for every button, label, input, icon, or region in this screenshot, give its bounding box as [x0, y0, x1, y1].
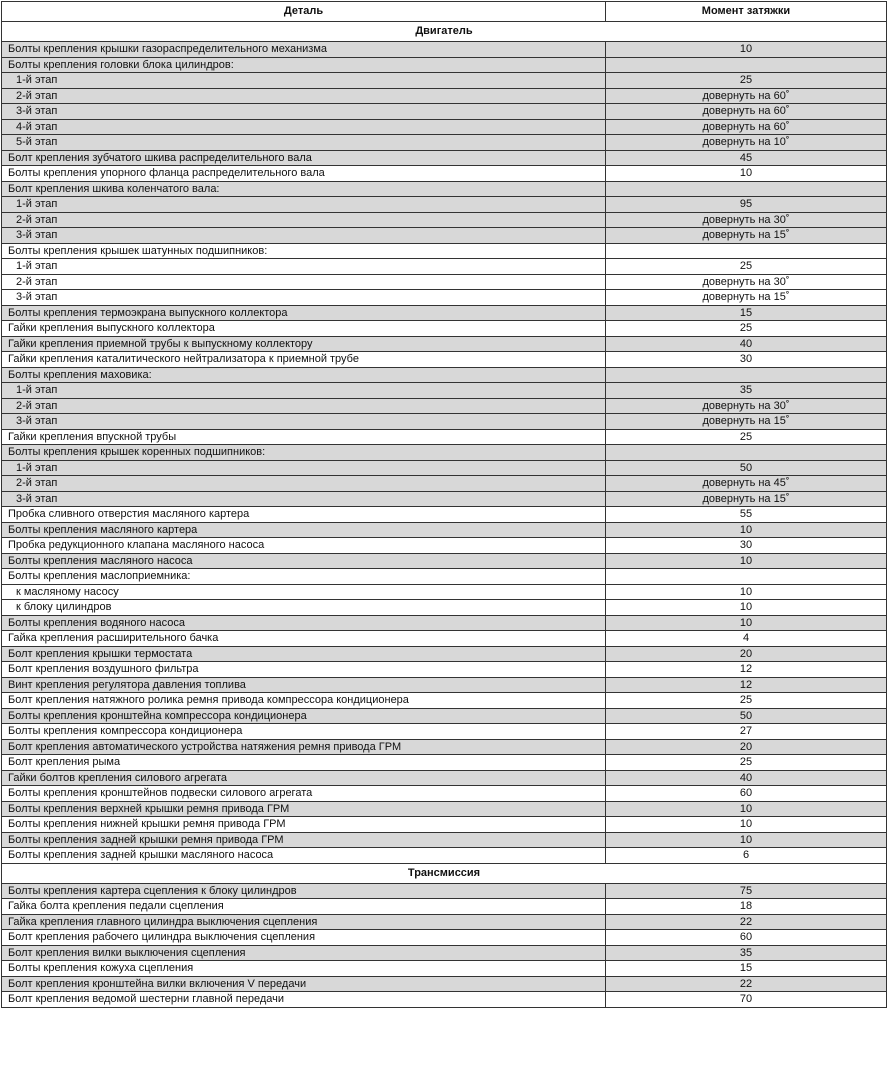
column-header-torque: Момент затяжки: [606, 2, 887, 22]
row-part-label: Болт крепления воздушного фильтра: [2, 662, 606, 678]
table-row: [2, 631, 887, 647]
table-row: [2, 104, 887, 120]
row-torque-value: довернуть на 30˚: [606, 398, 887, 414]
row-torque-value: 12: [606, 662, 887, 678]
row-torque-value: 40: [606, 770, 887, 786]
table-row: [2, 445, 887, 461]
row-torque-value: 10: [606, 42, 887, 58]
row-torque-value: 70: [606, 992, 887, 1008]
table-row: [2, 290, 887, 306]
table-row: [2, 646, 887, 662]
table-row: [2, 584, 887, 600]
table-row: [2, 181, 887, 197]
table-row: [2, 383, 887, 399]
row-part-label: Болт крепления крышки термостата: [2, 646, 606, 662]
table-row: [2, 166, 887, 182]
row-part-label: Болты крепления упорного фланца распределительного вала: [2, 166, 606, 182]
row-torque-value: 22: [606, 976, 887, 992]
row-torque-value: 50: [606, 460, 887, 476]
table-row: [2, 398, 887, 414]
row-part-label: Болт крепления вилки выключения сцепления: [2, 945, 606, 961]
section-header-row: [2, 863, 887, 883]
row-torque-value: 30: [606, 352, 887, 368]
row-part-label: Болты крепления нижней крышки ремня привода ГРМ: [2, 817, 606, 833]
row-torque-value: 55: [606, 507, 887, 523]
row-torque-value: 40: [606, 336, 887, 352]
row-part-label: Гайка крепления главного цилиндра выключения сцепления: [2, 914, 606, 930]
row-substage-label: к масляному насосу: [2, 584, 606, 600]
table-row: [2, 801, 887, 817]
row-torque-value: довернуть на 15˚: [606, 491, 887, 507]
table-row: [2, 662, 887, 678]
section-header-row: [2, 22, 887, 42]
row-part-label: Винт крепления регулятора давления топлива: [2, 677, 606, 693]
table-row: [2, 817, 887, 833]
torque-table-container: [1, 1, 886, 1008]
row-torque-value: 10: [606, 166, 887, 182]
row-torque-value: [606, 57, 887, 73]
row-torque-value: 15: [606, 305, 887, 321]
row-torque-value: 18: [606, 899, 887, 915]
row-torque-value: 10: [606, 801, 887, 817]
row-substage-label: к блоку цилиндров: [2, 600, 606, 616]
row-torque-value: [606, 243, 887, 259]
table-row: [2, 945, 887, 961]
row-torque-value: 25: [606, 259, 887, 275]
row-torque-value: 12: [606, 677, 887, 693]
torque-table: [1, 1, 887, 1008]
row-substage-label: 2-й этап: [2, 212, 606, 228]
table-row: [2, 930, 887, 946]
row-torque-value: [606, 367, 887, 383]
row-part-label: Болт крепления кронштейна вилки включения V передачи: [2, 976, 606, 992]
table-row: [2, 848, 887, 864]
row-torque-value: 60: [606, 930, 887, 946]
row-torque-value: 10: [606, 553, 887, 569]
row-torque-value: 10: [606, 522, 887, 538]
row-torque-value: довернуть на 45˚: [606, 476, 887, 492]
row-substage-label: 1-й этап: [2, 73, 606, 89]
table-row: [2, 259, 887, 275]
row-substage-label: 3-й этап: [2, 290, 606, 306]
table-row: [2, 569, 887, 585]
row-torque-value: 25: [606, 755, 887, 771]
row-part-label: Болты крепления крышек коренных подшипников:: [2, 445, 606, 461]
row-part-label: Болты крепления кронштейна компрессора кондиционера: [2, 708, 606, 724]
row-part-label: Болты крепления крышки газораспределительного механизма: [2, 42, 606, 58]
row-torque-value: [606, 569, 887, 585]
row-substage-label: 4-й этап: [2, 119, 606, 135]
row-torque-value: 10: [606, 832, 887, 848]
table-row: [2, 522, 887, 538]
table-row: [2, 135, 887, 151]
table-body: [2, 22, 887, 1008]
row-part-label: Болт крепления автоматического устройства натяжения ремня привода ГРМ: [2, 739, 606, 755]
table-row: [2, 429, 887, 445]
table-header-row: [2, 2, 887, 22]
row-torque-value: 22: [606, 914, 887, 930]
table-row: [2, 693, 887, 709]
table-row: [2, 274, 887, 290]
row-torque-value: довернуть на 15˚: [606, 228, 887, 244]
row-torque-value: 6: [606, 848, 887, 864]
row-substage-label: 3-й этап: [2, 414, 606, 430]
table-row: [2, 507, 887, 523]
row-part-label: Болт крепления зубчатого шкива распределительного вала: [2, 150, 606, 166]
table-row: [2, 73, 887, 89]
table-row: [2, 739, 887, 755]
row-torque-value: 95: [606, 197, 887, 213]
row-torque-value: 75: [606, 883, 887, 899]
row-part-label: Болт крепления ведомой шестерни главной передачи: [2, 992, 606, 1008]
row-torque-value: довернуть на 10˚: [606, 135, 887, 151]
row-part-label: Болт крепления шкива коленчатого вала:: [2, 181, 606, 197]
table-row: [2, 336, 887, 352]
row-torque-value: 4: [606, 631, 887, 647]
row-part-label: Болты крепления кожуха сцепления: [2, 961, 606, 977]
row-part-label: Болт крепления натяжного ролика ремня привода компрессора кондиционера: [2, 693, 606, 709]
row-substage-label: 3-й этап: [2, 228, 606, 244]
row-part-label: Гайка крепления расширительного бачка: [2, 631, 606, 647]
row-substage-label: 2-й этап: [2, 398, 606, 414]
table-row: [2, 914, 887, 930]
row-torque-value: 35: [606, 945, 887, 961]
row-substage-label: 2-й этап: [2, 88, 606, 104]
row-part-label: Болты крепления верхней крышки ремня привода ГРМ: [2, 801, 606, 817]
section-title: Двигатель: [2, 22, 887, 42]
row-part-label: Гайки крепления каталитического нейтрализатора к приемной трубе: [2, 352, 606, 368]
table-row: [2, 197, 887, 213]
table-row: [2, 677, 887, 693]
row-torque-value: 20: [606, 646, 887, 662]
row-part-label: Болты крепления картера сцепления к блоку цилиндров: [2, 883, 606, 899]
row-part-label: Болты крепления термоэкрана выпускного коллектора: [2, 305, 606, 321]
table-row: [2, 961, 887, 977]
row-torque-value: 10: [606, 817, 887, 833]
table-row: [2, 491, 887, 507]
row-substage-label: 1-й этап: [2, 383, 606, 399]
table-row: [2, 724, 887, 740]
row-torque-value: довернуть на 60˚: [606, 104, 887, 120]
row-substage-label: 1-й этап: [2, 197, 606, 213]
table-row: [2, 42, 887, 58]
row-torque-value: довернуть на 30˚: [606, 212, 887, 228]
row-torque-value: довернуть на 60˚: [606, 119, 887, 135]
table-row: [2, 755, 887, 771]
row-substage-label: 2-й этап: [2, 274, 606, 290]
row-part-label: Пробка сливного отверстия масляного картера: [2, 507, 606, 523]
table-row: [2, 212, 887, 228]
table-row: [2, 786, 887, 802]
row-part-label: Гайка болта крепления педали сцепления: [2, 899, 606, 915]
row-substage-label: 1-й этап: [2, 460, 606, 476]
table-row: [2, 119, 887, 135]
row-part-label: Болт крепления рабочего цилиндра выключения сцепления: [2, 930, 606, 946]
table-row: [2, 600, 887, 616]
table-row: [2, 832, 887, 848]
row-part-label: Болты крепления масляного насоса: [2, 553, 606, 569]
table-row: [2, 708, 887, 724]
table-row: [2, 770, 887, 786]
row-torque-value: 10: [606, 600, 887, 616]
row-torque-value: 50: [606, 708, 887, 724]
table-row: [2, 899, 887, 915]
row-torque-value: 25: [606, 73, 887, 89]
row-torque-value: 10: [606, 615, 887, 631]
row-torque-value: довернуть на 30˚: [606, 274, 887, 290]
table-row: [2, 992, 887, 1008]
row-part-label: Гайки крепления выпускного коллектора: [2, 321, 606, 337]
row-torque-value: 25: [606, 429, 887, 445]
row-torque-value: 15: [606, 961, 887, 977]
column-header-part: Деталь: [2, 2, 606, 22]
table-row: [2, 321, 887, 337]
row-torque-value: 25: [606, 693, 887, 709]
row-torque-value: 30: [606, 538, 887, 554]
row-substage-label: 3-й этап: [2, 104, 606, 120]
table-row: [2, 243, 887, 259]
row-part-label: Болты крепления задней крышки масляного насоса: [2, 848, 606, 864]
row-torque-value: довернуть на 15˚: [606, 290, 887, 306]
row-substage-label: 2-й этап: [2, 476, 606, 492]
row-part-label: Болты крепления маслоприемника:: [2, 569, 606, 585]
row-torque-value: [606, 181, 887, 197]
row-torque-value: довернуть на 15˚: [606, 414, 887, 430]
table-row: [2, 88, 887, 104]
row-torque-value: 25: [606, 321, 887, 337]
table-row: [2, 553, 887, 569]
row-torque-value: [606, 445, 887, 461]
table-row: [2, 228, 887, 244]
row-torque-value: 10: [606, 584, 887, 600]
table-row: [2, 305, 887, 321]
table-row: [2, 615, 887, 631]
row-substage-label: 5-й этап: [2, 135, 606, 151]
table-row: [2, 538, 887, 554]
row-part-label: Болты крепления компрессора кондиционера: [2, 724, 606, 740]
section-title: Трансмиссия: [2, 863, 887, 883]
table-row: [2, 352, 887, 368]
row-part-label: Болты крепления кронштейнов подвески силового агрегата: [2, 786, 606, 802]
row-torque-value: 45: [606, 150, 887, 166]
row-part-label: Болты крепления головки блока цилиндров:: [2, 57, 606, 73]
row-part-label: Пробка редукционного клапана масляного насоса: [2, 538, 606, 554]
table-row: [2, 57, 887, 73]
table-row: [2, 883, 887, 899]
row-part-label: Болты крепления водяного насоса: [2, 615, 606, 631]
row-part-label: Болты крепления крышек шатунных подшипников:: [2, 243, 606, 259]
row-torque-value: довернуть на 60˚: [606, 88, 887, 104]
table-row: [2, 367, 887, 383]
row-torque-value: 27: [606, 724, 887, 740]
row-substage-label: 1-й этап: [2, 259, 606, 275]
row-torque-value: 60: [606, 786, 887, 802]
row-torque-value: 35: [606, 383, 887, 399]
table-row: [2, 414, 887, 430]
row-part-label: Болт крепления рыма: [2, 755, 606, 771]
table-row: [2, 150, 887, 166]
row-part-label: Болты крепления масляного картера: [2, 522, 606, 538]
row-part-label: Гайки крепления приемной трубы к выпускному коллектору: [2, 336, 606, 352]
row-part-label: Болты крепления маховика:: [2, 367, 606, 383]
table-row: [2, 460, 887, 476]
row-part-label: Болты крепления задней крышки ремня привода ГРМ: [2, 832, 606, 848]
row-substage-label: 3-й этап: [2, 491, 606, 507]
row-part-label: Гайки крепления впускной трубы: [2, 429, 606, 445]
table-row: [2, 476, 887, 492]
row-torque-value: 20: [606, 739, 887, 755]
row-part-label: Гайки болтов крепления силового агрегата: [2, 770, 606, 786]
table-row: [2, 976, 887, 992]
